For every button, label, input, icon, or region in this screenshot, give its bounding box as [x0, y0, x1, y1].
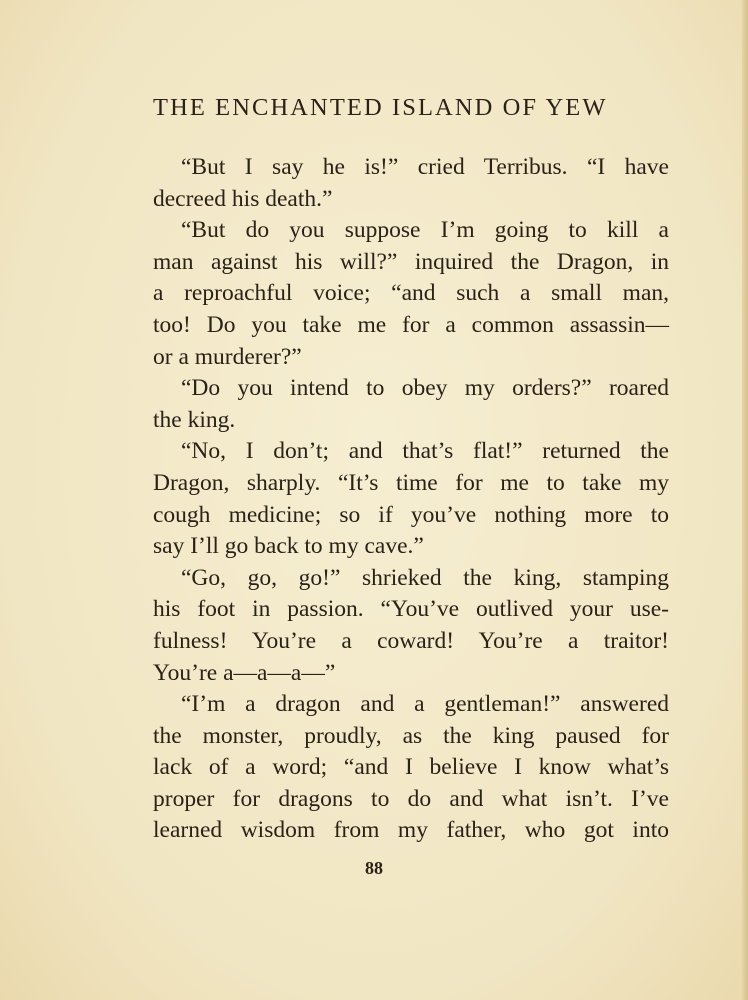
text-line: the monster, proudly, as the king paused for — [153, 722, 669, 749]
text-line: too! Do you take me for a common assassin— — [153, 311, 669, 338]
text-line: his foot in passion. “You’ve outlived your use- — [153, 596, 669, 623]
text-line: You’re a—a—a—” — [153, 659, 336, 686]
text-line: “No, I don’t; and that’s flat!” returned the — [181, 438, 669, 465]
page-edge — [742, 0, 748, 1000]
text-line: “I’m a dragon and a gentleman!” answered — [181, 691, 669, 718]
text-line: decreed his death.” — [153, 185, 333, 212]
text-line: lack of a word; “and I believe I know what’s — [153, 754, 669, 781]
text-line: “Go, go, go!” shrieked the king, stamping — [181, 564, 669, 591]
text-line: man against his will?” inquired the Dragon, in — [153, 248, 669, 275]
text-line: learned wisdom from my father, who got into — [153, 817, 669, 844]
text-line: cough medicine; so if you’ve nothing more to — [153, 501, 669, 528]
text-line: the king. — [153, 406, 236, 433]
page-number: 88 — [365, 858, 383, 878]
text-line: “Do you intend to obey my orders?” roared — [181, 375, 669, 402]
text-line: fulness! You’re a coward! You’re a traitor! — [153, 627, 669, 654]
text-line: proper for dragons to do and what isn’t. I’ve — [153, 785, 669, 812]
text-line: “But do you suppose I’m going to kill a — [181, 217, 669, 244]
text-line: Dragon, sharply. “It’s time for me to take my — [153, 469, 669, 496]
text-line: or a murderer?” — [153, 343, 302, 370]
running-head: THE ENCHANTED ISLAND OF YEW — [153, 94, 608, 121]
body-text — [153, 152, 669, 847]
text-line: “But I say he is!” cried Terribus. “I have — [181, 154, 669, 180]
text-line: say I’ll go back to my cave.” — [153, 533, 424, 560]
text-line: a reproachful voice; “and such a small man, — [153, 280, 669, 307]
